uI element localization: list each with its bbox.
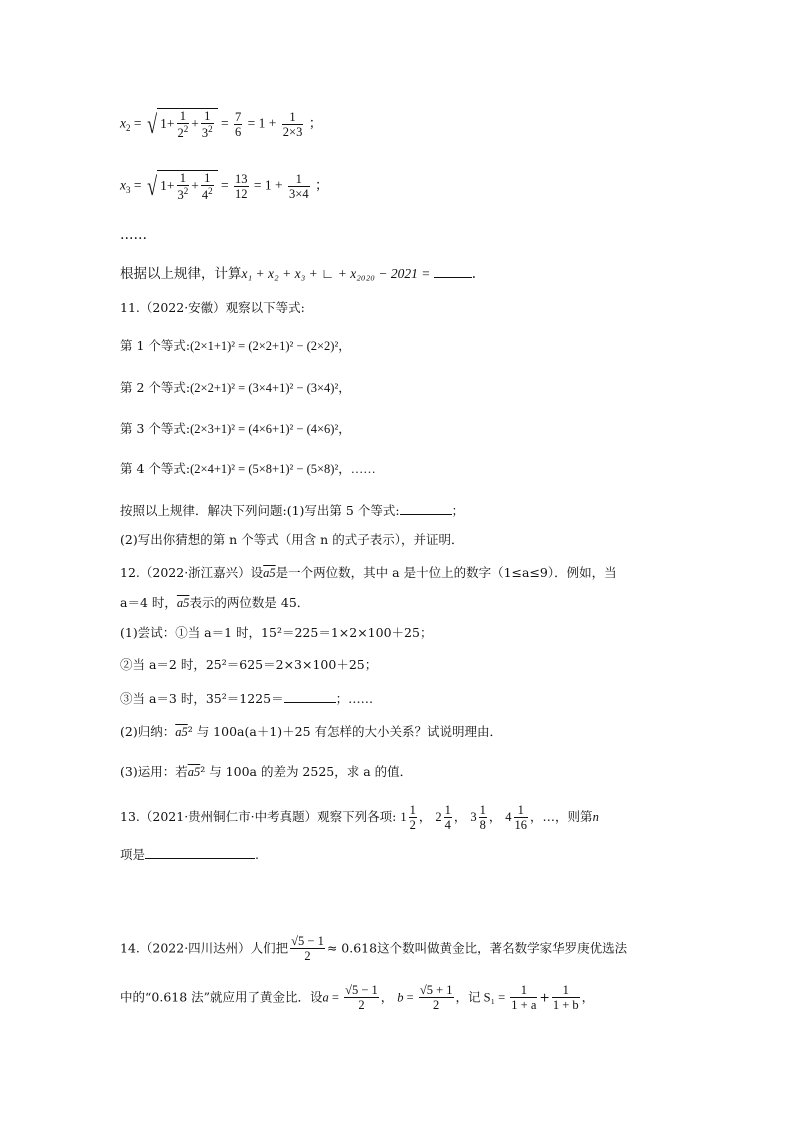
sqrt-icon: √: [147, 171, 158, 201]
apply-question: (3)运用：若a5² 与 100a 的差为 2525，求 a 的值．: [120, 764, 413, 779]
problem-12-line-2: a＝4 时，a5表示的两位数是 45．: [120, 595, 310, 610]
answer-blank[interactable]: [284, 690, 336, 703]
problem-12-header: 12.（2022·浙江嘉兴）设a5是一个两位数，其中 a 是十位上的数字（1≤a≤9）．例如，当: [120, 565, 617, 580]
problem-14-line-2: 中的“0.618 法”就应用了黄金比．设a = $\frac{√5 - 1}{2}$ ， b = $\frac{√5 + 1}{2}$ ，记 S₁ = $\frac{1}{1 + a}$ + $\frac{1}{1 + b}$ ，: [120, 983, 595, 1013]
answer-blank[interactable]: [400, 502, 452, 515]
x3-subscript: 3: [126, 185, 131, 196]
problem-13-line-2: 项是 .: [120, 847, 259, 862]
fraction: $\frac{1}{1 + b}$: [552, 983, 579, 1013]
try-step-3: ③当 a＝3 时，35²＝1225＝ ；……: [120, 691, 374, 706]
equation-1: 第 1 个等式:(2×1+1)² = (2×2+1)² − (2×2)²，: [120, 338, 351, 353]
fraction: $\frac{7}{6}$: [235, 109, 242, 139]
x2-subscript: 2: [126, 123, 131, 134]
answer-blank[interactable]: [434, 265, 472, 278]
problem-13-header: 13.（2021·贵州铜仁市·中考真题）观察下列各项: 1 $\frac{1}{2}$ ， 2 $\frac{1}{4}$ ， 3 $\frac{1}{8}$ ， 4 $\frac{1}{16}$ ，…，则第n: [120, 803, 599, 833]
sqrt-expression: √ 1+ $\frac{1}{3^2}$ + $\frac{1}{4^2}$: [145, 170, 218, 203]
fraction: $\frac{1}{3\times 4}$: [289, 171, 309, 201]
denominator: $3^2$: [201, 124, 213, 141]
equation-4: 第 4 个等式:(2×4+1)² = (5×8+1)² − (5×8)²，……: [120, 461, 376, 476]
ellipsis: ……: [120, 227, 147, 243]
mixed-number-3: 3 $\frac{1}{8}$: [470, 803, 486, 833]
rule-expression: x₁ + x₂ + x₃ + ∟ + x₂₀₂₀ − 2021 =: [241, 266, 434, 281]
try-step-2: ②当 a＝2 时，25²＝625＝2×3×100＋25；: [120, 657, 378, 672]
fraction: $\frac{√5 - 1}{2}$: [345, 983, 378, 1013]
fraction: $\frac{√5 + 1}{2}$: [419, 983, 453, 1013]
sqrt-icon: √: [147, 109, 158, 139]
overline-number: a5: [175, 725, 188, 739]
x3-variable: x: [120, 177, 126, 193]
fraction: $\frac{1}{1 + a}$: [511, 983, 537, 1013]
try-step-1: (1)尝试：①当 a＝1 时，15²＝225＝1×2×100＋25；: [120, 625, 433, 640]
golden-ratio-fraction: $\frac{√5 - 1}{2}$: [291, 934, 324, 964]
fraction: $\frac{1}{2\times 3}$: [282, 109, 303, 139]
overline-number: a5: [187, 765, 201, 779]
problem-14-header: 14.（2022·四川达州）人们把 $\frac{√5 - 1}{2}$ ≈ 0.618这个数叫做黄金比，著名数学家华罗庚优选法: [120, 934, 628, 964]
mixed-number-1: 1 $\frac{1}{2}$: [400, 803, 416, 833]
induce-question: (2)归纳：a5² 与 100a(a＋1)＋25 有怎样的大小关系？试说明理由．: [120, 724, 503, 739]
answer-blank[interactable]: [145, 846, 255, 859]
x2-equation: $x_2$ = √ 1+ $\frac{1}{2^2}$ + $\frac{1}{3^2}$ = $\frac{7}{6}$ = 1 + $\frac{1}{2\times 3}$ ；: [120, 109, 323, 141]
equation-3: 第 3 个等式:(2×3+1)² = (4×6+1)² − (4×6)²，: [120, 421, 351, 436]
equals-sign: =: [133, 115, 142, 131]
problem-11-header: 11.（2022·安徽）观察以下等式:: [120, 300, 305, 315]
rule-question: 根据以上规律，计算x₁ + x₂ + x₃ + ∟ + x₂₀₂₀ − 2021 = .: [120, 266, 476, 282]
overline-number: a5: [176, 596, 190, 610]
x3-equation: $x_3$ = √ 1+ $\frac{1}{3^2}$ + $\frac{1}{4^2}$ = $\frac{13}{12}$ = 1 + $\frac{1}{3\times 4}$ ；: [120, 171, 329, 203]
mixed-number-2: 2 $\frac{1}{4}$: [435, 803, 451, 833]
mixed-number-4: 4 $\frac{1}{16}$: [505, 803, 528, 833]
fraction: $\frac{13}{12}$: [235, 171, 248, 201]
problem-11-question-1: 按照以上规律．解决下列问题:(1)写出第 5 个等式: ；: [120, 503, 465, 518]
equation-2: 第 2 个等式:(2×2+1)² = (3×4+1)² − (3×4)²，: [120, 380, 351, 395]
x2-variable: x: [120, 115, 126, 131]
problem-11-question-2: (2)写出你猜想的第 n 个等式（用含 n 的式子表示），并证明．: [120, 532, 464, 547]
overline-number: a5: [263, 566, 276, 580]
denominator: $2^2$: [177, 124, 189, 141]
sqrt-expression: √ 1+ $\frac{1}{2^2}$ + $\frac{1}{3^2}$: [145, 108, 218, 141]
